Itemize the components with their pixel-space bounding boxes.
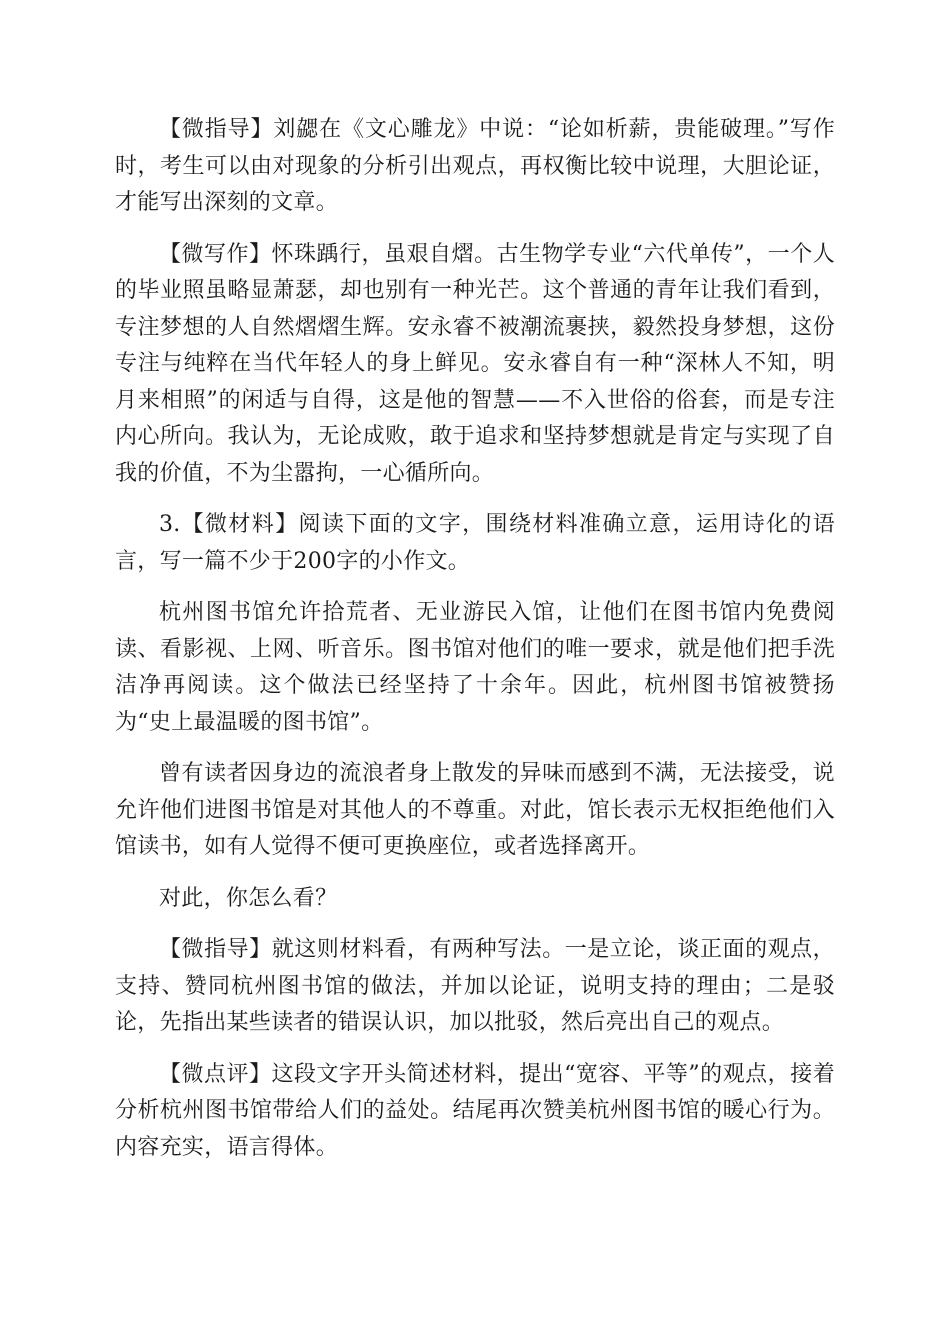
material-text-paragraph-2: 曾有读者因身边的流浪者身上散发的异味而感到不满，无法接受，说允许他们进图书馆是对其他人的不尊重。对此，馆长表示无权拒绝他们入馆读书，如有人觉得不便可更换座位，或者选择离开。 [115,761,835,859]
guidance-paragraph-2: 【微指导】就这则材料看，有两种写法。一是立论，谈正面的观点，支持、赞同杭州图书馆的做法，并加以论证，说明支持的理由；二是驳论，先指出某些读者的错误认识，加以批驳，然后亮出自己的观点。 [115,937,835,1035]
guidance-paragraph-1: 【微指导】刘勰在《文心雕龙》中说：“论如析薪，贵能破理。”写作时，考生可以由对现象的分析引出观点，再权衡比较中说理，大胆论证，才能写出深刻的文章。 [115,117,835,215]
writing-sample-paragraph: 【微写作】怀珠踽行，虽艰自熠。古生物学专业“六代单传”，一个人的毕业照虽略显萧瑟，却也别有一种光芒。这个普通的青年让我们看到，专注梦想的人自然熠熠生辉。安永睿不被潮流裹挟，毅然投身梦想，这份专注与纯粹在当代年轻人的身上鲜见。安永睿自有一种“深林人不知，明月来相照”的闲适与自得，这是他的智慧——不入世俗的俗套，而是专注内心所向。我认为，无论成败，敢于追求和坚持梦想就是肯定与实现了自我的价值，不为尘嚣拘，一心循所向。 [115,241,835,486]
comment-paragraph: 【微点评】这段文字开头简述材料，提出“宽容、平等”的观点，接着分析杭州图书馆带给人们的益处。结尾再次赞美杭州图书馆的暖心行为。内容充实，语言得体。 [115,1061,835,1160]
document-page [115,112,835,1181]
material-text-paragraph-1: 杭州图书馆允许拾荒者、无业游民入馆，让他们在图书馆内免费阅读、看影视、上网、听音乐。图书馆对他们的唯一要求，就是他们把手洗洁净再阅读。这个做法已经坚持了十余年。因此，杭州图书馆被赞扬为“史上最温暖的图书馆”。 [115,600,835,735]
material-question: 对此，你怎么看？ [159,885,338,911]
material-prompt-paragraph: 3.【微材料】阅读下面的文字，围绕材料准确立意，运用诗化的语言，写一篇不少于200字的小作文。 [115,512,835,574]
